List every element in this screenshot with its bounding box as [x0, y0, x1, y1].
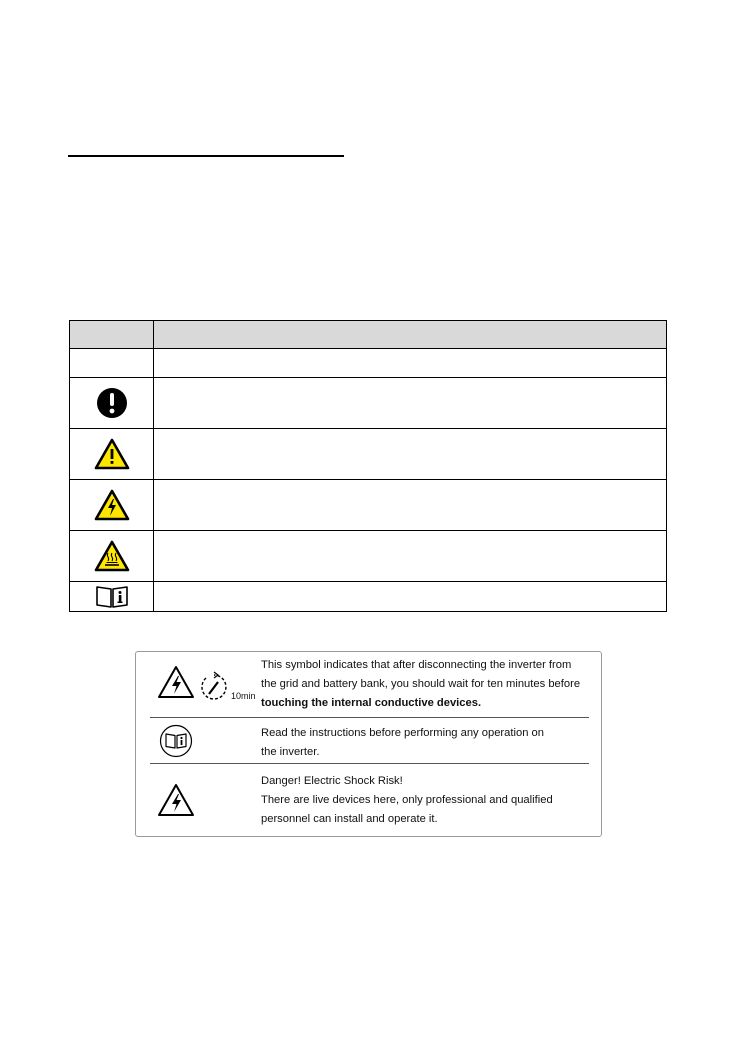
table-row [70, 378, 667, 429]
hot-surface-warning-icon [94, 540, 130, 572]
symbol-cell [70, 480, 154, 531]
symbol-cell [70, 349, 154, 378]
read-manual-icon [159, 724, 193, 758]
label-row-read-manual [136, 718, 601, 764]
electric-shock-warning-icon [156, 664, 196, 700]
symbol-column-header [70, 321, 154, 349]
safety-symbol-table [69, 320, 667, 612]
label-line: touching the internal conductive devices. [261, 697, 482, 709]
label-text-discharge-time [261, 656, 595, 713]
description-cell [154, 378, 667, 429]
timer-caption: 10min [231, 691, 256, 701]
symbol-cell [70, 429, 154, 480]
label-line: personnel can install and operate it. [261, 813, 438, 825]
label-line: the grid and battery bank, you should wait for ten minutes before [261, 678, 581, 690]
description-cell [154, 582, 667, 612]
electric-shock-warning-icon [94, 489, 130, 521]
description-column-header [154, 321, 667, 349]
electric-shock-warning-icon [156, 782, 196, 818]
table-row [70, 582, 667, 612]
label-row-discharge-time [136, 652, 601, 718]
read-manual-icon [95, 585, 129, 609]
description-cell [154, 429, 667, 480]
label-line: the inverter. [261, 746, 320, 758]
description-cell [154, 531, 667, 582]
timer-icon [200, 668, 230, 702]
mandatory-exclamation-icon [96, 387, 128, 419]
description-cell [154, 480, 667, 531]
table-row [70, 429, 667, 480]
label-line: This symbol indicates that after disconnecting the inverter from [261, 659, 572, 671]
table-row [70, 349, 667, 378]
description-cell [154, 349, 667, 378]
table-header-row [70, 321, 667, 349]
table-row [70, 480, 667, 531]
section-heading-underline [68, 155, 344, 157]
product-warning-label [135, 651, 602, 837]
label-row-shock-risk [136, 764, 601, 838]
label-line: There are live devices here, only professional and qualified [261, 794, 553, 806]
label-text-read-manual [261, 724, 595, 762]
general-warning-icon [94, 438, 130, 470]
label-line: Danger! Electric Shock Risk! [261, 775, 403, 787]
symbol-cell [70, 531, 154, 582]
label-line: Read the instructions before performing any operation on [261, 727, 544, 739]
symbol-cell [70, 378, 154, 429]
table-row [70, 531, 667, 582]
symbol-cell [70, 582, 154, 612]
label-text-shock-risk [261, 772, 595, 829]
